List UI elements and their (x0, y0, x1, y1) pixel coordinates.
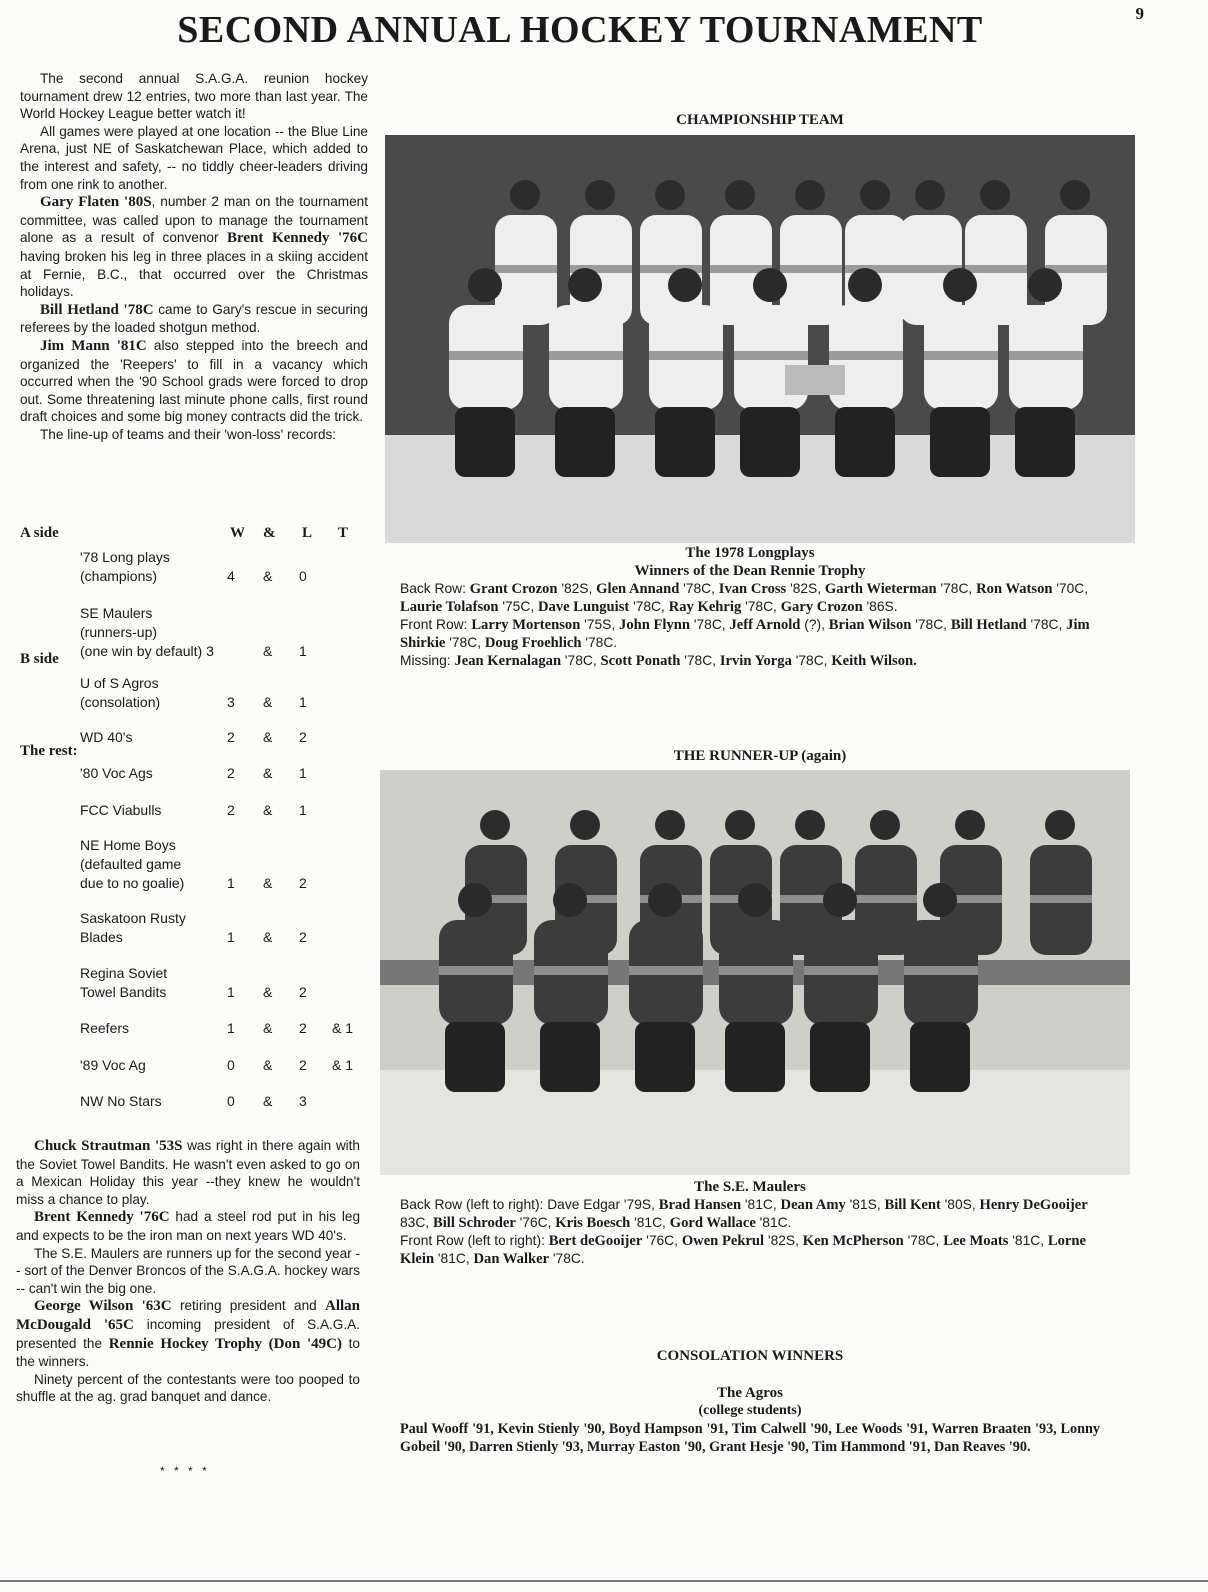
record-separator: & (263, 875, 273, 891)
wins: 0 (227, 1093, 235, 1109)
roster-text: (?), (800, 617, 829, 632)
player-name: Dave Lunguist (538, 599, 630, 615)
bold-name: Brent Kennedy '76C (34, 1209, 170, 1226)
championship-roster (400, 580, 1100, 670)
losses: 3 (299, 1093, 307, 1109)
player-name: Keith Wilson. (831, 653, 917, 669)
roster-text: 83C, (400, 1215, 433, 1230)
jersey-stripe (549, 351, 623, 360)
player-head (570, 810, 600, 840)
wins: 1 (227, 984, 235, 1000)
roster-text: '81C, (434, 1251, 474, 1266)
team-name-line: (champions) (80, 568, 158, 584)
jersey-stripe (829, 351, 903, 360)
text-run: The S.E. Maulers are runners up for the second year -- sort of the Denver Broncos of the S.A.G.A. hockey wars -- can't win the big one. (16, 1245, 360, 1296)
wins: 1 (227, 1020, 235, 1036)
wins: 3 (227, 694, 235, 710)
text-run: also stepped into the breech and organized the 'Reepers' to fill in a vacancy which occurred when the '90 School grads were forced to drop out. Some threatening last minute phone calls, first round draft choices and some big money contracts did the trick. (20, 337, 368, 425)
jersey-stripe (534, 966, 608, 975)
jersey-stripe (734, 351, 808, 360)
player-name: Brad Hansen (658, 1197, 742, 1213)
roster-text: '78C, (1026, 617, 1067, 632)
player-legs (455, 407, 515, 477)
player-name: Laurie Tolafson (400, 599, 499, 615)
team-name-line: Saskatoon Rusty (80, 910, 186, 926)
text-run: was right in there again with the Soviet Towel Bandits. He wasn't even asked to go on a Mexican Holiday this year --they knew he wouldn't miss a chance to play. (16, 1138, 360, 1207)
roster-text: '78C. (581, 635, 618, 650)
header-amp: & (263, 525, 276, 541)
losses: 2 (299, 984, 307, 1000)
runner-up-team-photo (380, 770, 1130, 1175)
jersey-stripe (780, 265, 842, 273)
record-separator: & (263, 1020, 273, 1036)
player-head (668, 268, 702, 302)
player-name: Bert deGooijer (548, 1233, 643, 1249)
player-name: Ivan Cross (718, 581, 787, 597)
championship-caption-title: The 1978 Longplays (685, 545, 815, 561)
team-name-line: (runners-up) (80, 624, 158, 640)
bold-name: George Wilson '63C (34, 1298, 172, 1315)
wins: 0 (227, 1057, 235, 1073)
team-name (80, 1056, 146, 1075)
player-name: Lorne Klein (400, 1233, 1086, 1267)
closing-paragraph (16, 1245, 360, 1298)
team-name (80, 909, 186, 947)
player-name: Ray Kehrig (668, 599, 742, 615)
team-name (80, 674, 160, 712)
roster-text: '80S, (940, 1197, 980, 1212)
team-name-line: FCC Viabulls (80, 802, 162, 818)
team-name (80, 1092, 162, 1111)
bold-name: Gary Flaten '80S (40, 194, 152, 211)
consolation-caption-title: The Agros (717, 1385, 783, 1401)
team-name-line: U of S Agros (80, 675, 159, 691)
runner-up-caption (400, 1178, 1100, 1268)
record-separator: & (263, 729, 273, 745)
player-name: Doug Froehlich (484, 635, 582, 651)
roster-text: '76C, (515, 1215, 556, 1230)
team-name (80, 604, 214, 661)
player-head (753, 268, 787, 302)
intro-paragraph (20, 426, 368, 444)
championship-caption (400, 544, 1100, 670)
bold-name: Rennie Hockey Trophy (Don '49C) (108, 1335, 342, 1352)
roster-text: '78C, (903, 1233, 944, 1248)
record-separator: & (263, 929, 273, 945)
player-head (795, 180, 825, 210)
wins: 4 (227, 568, 235, 584)
player-name: Jim Shirkie (400, 617, 1090, 651)
roster-row (400, 616, 1100, 652)
player-legs (655, 407, 715, 477)
jersey-stripe (495, 265, 557, 273)
roster-text: '78C, (791, 653, 832, 668)
team-name-line: Regina Soviet (80, 965, 168, 981)
player-name: Brian Wilson (828, 617, 912, 633)
player-head (468, 268, 502, 302)
text-run: to the winners. (16, 1335, 360, 1370)
team-name (80, 964, 167, 1002)
bold-name: Chuck Strautman '53S (34, 1138, 183, 1154)
ties: & 1 (332, 1020, 354, 1036)
losses: 1 (299, 694, 307, 710)
closing-article (16, 1137, 360, 1406)
trophy (785, 365, 845, 395)
roster-text: '81C. (755, 1215, 792, 1230)
team-name-line: (defaulted game (80, 856, 182, 872)
roster-text: Front Row (left to right): (400, 1233, 549, 1248)
player-head (870, 810, 900, 840)
standings-table (20, 524, 370, 1124)
rest-label: The rest: (20, 743, 78, 759)
intro-paragraph (20, 193, 368, 301)
roster-text: '78C, (741, 599, 781, 614)
team-name (80, 1019, 129, 1038)
roster-text: '78C, (680, 653, 720, 668)
player-head (915, 180, 945, 210)
roster-text: Back Row (left to right): Dave Edgar '79S, (400, 1197, 659, 1212)
jersey-stripe (965, 265, 1027, 273)
roster-text: '81S, (845, 1197, 885, 1212)
player-head (655, 810, 685, 840)
roster-text: '78C, (629, 599, 669, 614)
wins: 2 (227, 729, 235, 745)
intro-paragraph (20, 70, 368, 123)
header-l: L (302, 525, 313, 541)
text-run: Ninety percent of the contestants were too pooped to shuffle at the ag. grad banquet and dance. (16, 1371, 360, 1405)
losses: 2 (299, 1020, 307, 1036)
team-name-line: Blades (80, 929, 123, 945)
roster-text: '70C, (1052, 581, 1089, 596)
player-name: Ken McPherson (802, 1233, 904, 1249)
record-separator: & (263, 643, 273, 659)
player-name: Gary Crozon (780, 599, 863, 615)
b-side-label: B side (20, 651, 59, 667)
a-side-label: A side (20, 525, 59, 541)
player-legs (725, 1022, 785, 1092)
runner-up-roster (400, 1196, 1100, 1268)
text-run: having broken his leg in three places in a skiing accident at Fernie, B.C., that occurred over the Christmas holidays. (20, 248, 368, 300)
player-head (458, 883, 492, 917)
record-separator: & (263, 802, 273, 818)
player-legs (555, 407, 615, 477)
player-head (648, 883, 682, 917)
player-head (725, 180, 755, 210)
player-name: Grant Crozon (469, 581, 558, 597)
team-name-line: Reefers (80, 1020, 130, 1036)
team-name-line: '89 Voc Ag (80, 1057, 146, 1073)
player-head (655, 180, 685, 210)
player-name: Kris Boesch (555, 1215, 631, 1231)
bold-name: Brent Kennedy '76C (227, 230, 368, 247)
player-head (795, 810, 825, 840)
losses: 1 (299, 802, 307, 818)
player-head (1045, 810, 1075, 840)
team-name-line: NE Home Boys (80, 837, 176, 853)
ties: & 1 (332, 1057, 354, 1073)
player-legs (445, 1022, 505, 1092)
record-separator: & (263, 1093, 273, 1109)
player-legs (835, 407, 895, 477)
roster-text: '82S, (557, 581, 597, 596)
player-legs (1015, 407, 1075, 477)
player-head (568, 268, 602, 302)
wins: 2 (227, 802, 235, 818)
roster-row (400, 1232, 1100, 1268)
team-name-line: (one win by default) 3 (80, 643, 214, 659)
player-head (823, 883, 857, 917)
player-name: Larry Mortenson (471, 617, 581, 633)
jersey-stripe (649, 351, 723, 360)
intro-paragraph (20, 123, 368, 193)
team-name (80, 548, 170, 586)
roster-text: '78C. (549, 1251, 585, 1266)
jersey-stripe (904, 966, 978, 975)
jersey-stripe (1030, 895, 1092, 903)
player-head (848, 268, 882, 302)
team-name-line: NW No Stars (80, 1093, 162, 1109)
roster-text: '82S, (786, 581, 825, 596)
jersey-stripe (924, 351, 998, 360)
team-name-line: WD 40's (80, 729, 133, 745)
player-head (980, 180, 1010, 210)
player-head (510, 180, 540, 210)
team-name (80, 764, 153, 783)
text-run: All games were played at one location -- the Blue Line Arena, just NE of Saskatchewan Place, which added to the interest and safety, -- no tiddly cheer-leaders driving from one rink to another. (20, 123, 368, 192)
player-name: Jean Kernalagan (454, 653, 562, 669)
player-legs (810, 1022, 870, 1092)
player-name: Garth Wieterman (824, 581, 937, 597)
roster-text: '76C, (642, 1233, 682, 1248)
player-head (738, 883, 772, 917)
losses: 0 (299, 568, 307, 584)
team-name (80, 728, 132, 747)
page-number: 9 (1135, 4, 1144, 23)
player-name: Henry DeGooijer (979, 1197, 1088, 1213)
page-title: SECOND ANNUAL HOCKEY TOURNAMENT (177, 9, 983, 51)
player-legs (910, 1022, 970, 1092)
player-legs (540, 1022, 600, 1092)
roster-text: '75C, (498, 599, 538, 614)
record-separator: & (263, 984, 273, 1000)
player-name: Irvin Yorga (719, 653, 792, 669)
roster-text: '78C, (561, 653, 601, 668)
losses: 2 (299, 929, 307, 945)
roster-row (400, 652, 1100, 670)
jersey-stripe (855, 895, 917, 903)
text-run: The second annual S.A.G.A. reunion hockey tournament drew 12 entries, two more than last year. The World Hockey League better watch it! (20, 71, 368, 122)
team-name-line: due to no goalie) (80, 875, 185, 891)
championship-heading: CHAMPIONSHIP TEAM (676, 112, 844, 128)
header-w: W (230, 525, 245, 541)
player-name: Dan Walker (473, 1251, 550, 1267)
jersey-stripe (629, 966, 703, 975)
losses: 2 (299, 729, 307, 745)
championship-team-photo (385, 135, 1135, 543)
runner-up-caption-title: The S.E. Maulers (694, 1179, 806, 1195)
record-separator: & (263, 1057, 273, 1073)
losses: 2 (299, 1057, 307, 1073)
closing-paragraph (16, 1208, 360, 1244)
closing-paragraph (16, 1371, 360, 1406)
wins: 1 (227, 875, 235, 891)
player-name: Owen Pekrul (681, 1233, 765, 1249)
jersey-stripe (1009, 351, 1083, 360)
player-name: Gord Wallace (669, 1215, 756, 1231)
record-separator: & (263, 765, 273, 781)
player-name: Bill Schroder (432, 1215, 516, 1231)
bold-name: Bill Hetland '78C (40, 301, 154, 318)
consolation-caption-subtitle: (college students) (698, 1403, 802, 1418)
player-head (1028, 268, 1062, 302)
player-head (725, 810, 755, 840)
runner-up-heading: THE RUNNER-UP (again) (673, 748, 847, 764)
player-name: Lee Moats (943, 1233, 1009, 1249)
roster-text: '78C, (911, 617, 951, 632)
end-mark: * * * * (160, 1464, 210, 1478)
bold-name: Jim Mann '81C (40, 337, 147, 354)
text-run: , number 2 man on the tournament committee, was called upon to manage the tournament alone as a result of convenor (20, 194, 368, 246)
player-legs (930, 407, 990, 477)
text-run: retiring president and (171, 1298, 325, 1314)
intro-article (20, 70, 368, 443)
roster-text: '78C, (445, 635, 485, 650)
roster-text: '78C, (690, 617, 730, 632)
bold-name: Allan McDougald '65C (16, 1298, 360, 1333)
championship-caption-subtitle: Winners of the Dean Rennie Trophy (634, 563, 866, 579)
record-separator: & (263, 694, 273, 710)
text-run: came to Gary's rescue in securing referees by the loaded shotgun method. (20, 301, 368, 336)
roster-text: Missing: (400, 653, 455, 668)
roster-text: '81C, (741, 1197, 781, 1212)
intro-paragraph (20, 337, 368, 426)
team-name-line: SE Maulers (80, 605, 153, 621)
player-legs (740, 407, 800, 477)
jersey-stripe (449, 351, 523, 360)
bottom-rule (0, 1580, 1208, 1582)
roster-text: '78C, (936, 581, 977, 596)
player-name: Bill Hetland (950, 617, 1027, 633)
losses: 1 (299, 643, 307, 659)
player-name: Bill Kent (884, 1197, 941, 1213)
roster-text: '78C, (679, 581, 719, 596)
player-head (480, 810, 510, 840)
player-head (923, 883, 957, 917)
team-name-line: '80 Voc Ags (80, 765, 153, 781)
roster-text: Back Row: (400, 581, 470, 596)
roster-row (400, 1196, 1100, 1232)
losses: 2 (299, 875, 307, 891)
roster-row (400, 580, 1100, 616)
player-head (860, 180, 890, 210)
text-run: had a steel rod put in his leg and expects to be the iron man on next years WD 40's. (16, 1209, 360, 1243)
closing-paragraph (16, 1297, 360, 1370)
text-run: The line-up of teams and their 'won-loss' records: (40, 426, 337, 442)
player-name: Glen Annand (596, 581, 680, 597)
player-head (585, 180, 615, 210)
team-name (80, 836, 184, 893)
consolation-names: Paul Wooff '91, Kevin Stienly '90, Boyd Hampson '91, Tim Calwell '90, Lee Woods '91, Warren Braaten '93, Lonny Gobeil '90, Darren Stienly '93, Murray Easton '90, Grant Hesje '90, Tim Hammond '91, Dan Reaves '90. (400, 1421, 1100, 1455)
roster-text: '81C, (1008, 1233, 1048, 1248)
team-name-line: '78 Long plays (80, 549, 170, 565)
text-run: incoming president of S.A.G.A. presented the (16, 1316, 360, 1351)
player-head (943, 268, 977, 302)
roster-text: '86S. (862, 599, 898, 614)
jersey-stripe (719, 966, 793, 975)
roster-text: Front Row: (400, 617, 472, 632)
closing-paragraph (16, 1137, 360, 1208)
player-name: Dean Amy (780, 1197, 846, 1213)
jersey-stripe (439, 966, 513, 975)
consolation-heading: CONSOLATION WINNERS (656, 1348, 844, 1364)
wins: 2 (227, 765, 235, 781)
player-name: John Flynn (619, 617, 691, 633)
team-name (80, 801, 161, 820)
player-name: Jeff Arnold (729, 617, 801, 633)
player-legs (635, 1022, 695, 1092)
player-name: Scott Ponath (600, 653, 681, 669)
jersey-stripe (804, 966, 878, 975)
player-head (553, 883, 587, 917)
header-t: T (338, 525, 349, 541)
record-separator: & (263, 568, 273, 584)
player-head (1060, 180, 1090, 210)
roster-text: '75S, (580, 617, 620, 632)
team-name-line: (consolation) (80, 694, 161, 710)
player-name: Ron Watson (976, 581, 1053, 597)
intro-paragraph (20, 301, 368, 337)
team-name-line: Towel Bandits (80, 984, 167, 1000)
wins: 1 (227, 929, 235, 945)
roster-text: '82S, (764, 1233, 803, 1248)
consolation-caption (400, 1384, 1100, 1456)
roster-text: '81C, (630, 1215, 670, 1230)
losses: 1 (299, 765, 307, 781)
player-head (955, 810, 985, 840)
